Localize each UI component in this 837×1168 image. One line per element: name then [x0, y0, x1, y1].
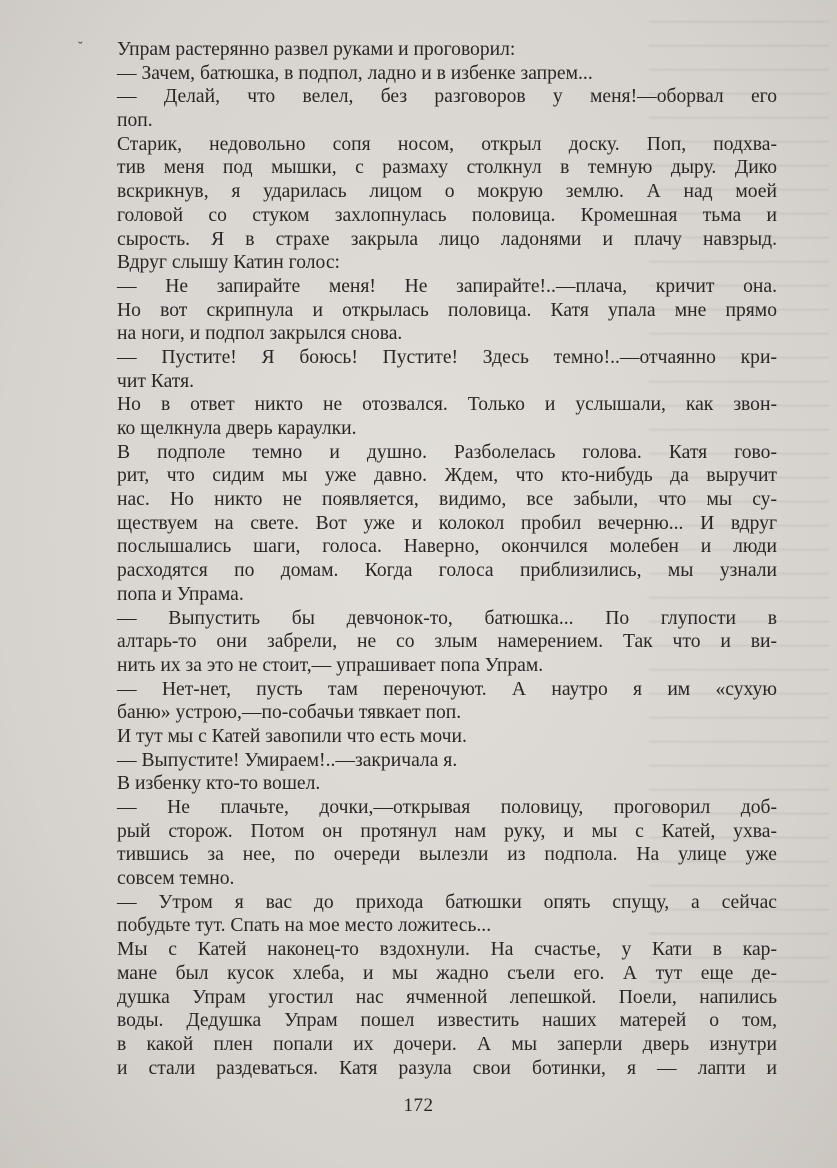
- text-line: поп.: [117, 110, 153, 132]
- text-line: — Пустите! Я боюсь! Пустите! Здесь темно!..—отчаянно кри-: [117, 346, 777, 368]
- text-line: И тут мы с Катей завопили что есть мочи.: [117, 725, 467, 747]
- text-line: Старик, недовольно сопя носом, открыл доску. Поп, подхва-: [117, 133, 777, 155]
- text-line: — Не запирайте меня! Не запирайте!..—плача, кричит она.: [117, 275, 777, 297]
- text-line: мане был кусок хлеба, и мы жадно съели его. А тут еще де-: [117, 962, 777, 984]
- text-line: — Зачем, батюшка, в подпол, ладно и в избенке запрем...: [117, 62, 593, 84]
- text-line: расходятся по домам. Когда голоса приблизились, мы узнали: [117, 560, 777, 582]
- text-line: и стали раздеваться. Катя разула свои ботинки, я — лапти и: [117, 1057, 777, 1079]
- text-line: чит Катя.: [117, 370, 195, 392]
- text-line: — Делай, что велел, без разговоров у меня!—оборвал его: [117, 86, 777, 108]
- text-line: ко щелкнула дверь караулки.: [117, 418, 357, 439]
- text-line: на ноги, и подпол закрылся снова.: [117, 323, 403, 345]
- page-number: 172: [403, 1095, 434, 1116]
- text-line: сырость. Я в страхе закрыла лицо ладонями и плачу навзрыд.: [117, 228, 777, 250]
- text-line: — Не плачьте, дочки,—открывая половицу, проговорил доб-: [117, 797, 777, 818]
- text-line: головой со стуком захлопнулась половица. Кромешная тьма и: [117, 204, 777, 226]
- margin-mark: ˘: [78, 40, 83, 55]
- text-line: — Выпустить бы девчонок-то, батюшка... По глупости в: [117, 607, 777, 629]
- page-body-text: [117, 38, 777, 1080]
- text-line: рит, что сидим мы уже давно. Ждем, что кто-нибудь да выручит: [117, 465, 777, 487]
- text-line: вскрикнув, я ударилась лицом о мокрую землю. А над моей: [117, 181, 777, 203]
- text-line: — Утром я вас до прихода батюшки опять спущу, а сейчас: [117, 891, 777, 913]
- text-line: побудьте тут. Спать на мое место ложитесь...: [117, 915, 492, 937]
- text-line: Но в ответ никто не отозвался. Только и услышали, как звон-: [117, 394, 777, 416]
- text-line: В подполе темно и душно. Разболелась голова. Катя гово-: [117, 441, 777, 463]
- text-line: Упрам растерянно развел руками и проговорил:: [117, 39, 516, 60]
- text-line: попа и Упрама.: [117, 583, 244, 605]
- text-line: тившись за нее, по очереди вылезли из подпола. На улице уже: [117, 844, 777, 866]
- text-line: тив меня под мышки, с размаху столкнул в темную дыру. Дико: [117, 157, 777, 179]
- text-line: ществуем на свете. Вот уже и колокол пробил вечерню... И вдруг: [117, 512, 777, 534]
- text-line: в какой плен попали их дочери. А мы заперли дверь изнутри: [117, 1033, 777, 1055]
- text-line: рый сторож. Потом он протянул нам руку, и мы с Катей, ухва-: [117, 820, 777, 842]
- text-line: воды. Дедушка Упрам пошел известить наших матерей о том,: [117, 1010, 777, 1032]
- text-line: послышались шаги, голоса. Наверно, окончился молебен и люди: [117, 536, 777, 558]
- text-line: Вдруг слышу Катин голос:: [117, 252, 340, 274]
- text-line: баню» устрою,—по-собачьи тявкает поп.: [117, 702, 462, 724]
- text-line: В избенку кто-то вошел.: [117, 773, 321, 795]
- text-line: — Нет-нет, пусть там переночуют. А наутро я им «сухую: [117, 678, 777, 700]
- text-line: душка Упрам угостил нас ячменной лепешкой. Поели, напились: [117, 986, 777, 1008]
- text-line: Но вот скрипнула и открылась половица. Катя упала мне прямо: [117, 299, 777, 321]
- text-line: Мы с Катей наконец-то вздохнули. На счастье, у Кати в кар-: [117, 939, 777, 961]
- text-line: алтарь-то они забрели, не со злым намерением. Так что и ви-: [117, 631, 777, 653]
- text-line: совсем темно.: [117, 868, 235, 890]
- text-line: нас. Но никто не появляется, видимо, все забыли, что мы су-: [117, 489, 777, 511]
- text-line: — Выпустите! Умираем!..—закричала я.: [117, 749, 458, 771]
- text-line: нить их за это не стоит,— упрашивает попа Упрам.: [117, 654, 544, 676]
